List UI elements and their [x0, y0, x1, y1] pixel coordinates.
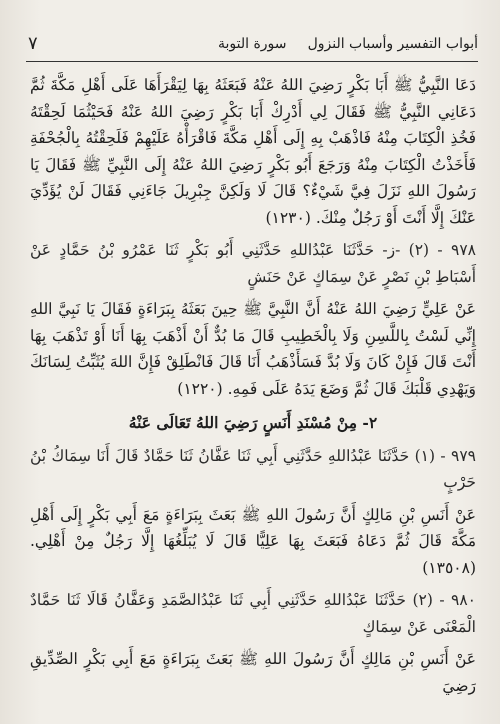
hadith-text: دَعَا النَّبِيُّ ﷺ أَبَا بَكْرٍ رَضِيَ اللهُ عَنْهُ فَبَعَثَهُ بِهَا لِيَقْرَأَهَا عَلَى أَهْلِ مَكَّةَ ثُمَّ دَعَانِي النَّبِيُّ ﷺ فَقَالَ لِي أَدْرِكْ أَبَا بَكْرٍ رَضِيَ اللهُ عَنْهُ فَحَيْثُمَا لَحِقْتَهُ فَخُذِ الْكِتَابَ مِنْهُ فَاذْهَبْ بِهِ إِلَى أَهْلِ مَكَّةَ فَاقْرَأْهُ عَلَيْهِمْ فَلَحِقْتُهُ بِالْجُحْفَةِ فَأَخَذْتُ الْكِتَابَ مِنْهُ وَرَجَعَ أَبُو بَكْرٍ رَضِيَ اللهُ عَنْهُ إِلَى النَّبِيِّ ﷺ فَقَالَ يَا رَسُولَ اللهِ نَزَلَ فِيَّ شَيْءٌ؟ قَالَ لَا وَلَكِنَّ جِبْرِيلَ جَاءَنِي فَقَالَ لَنْ يُؤَدِّيَ عَنْكَ إِلَّا أَنْتَ أَوْ رَجُلٌ مِنْكَ. (١٢٣٠): [30, 76, 476, 227]
hadith-text: عَنْ أَنَسِ بْنِ مَالِكٍ أَنَّ رَسُولَ اللهِ ﷺ بَعَثَ بِبَرَاءَةٍ مَعَ أَبِي بَكْرٍ الصِّدِّيقِ رَضِيَ: [30, 650, 476, 695]
book-title: أبواب التفسير وأسباب النزول: [307, 36, 478, 52]
hadith-text: عَنْ عَلِيٍّ رَضِيَ اللهُ عَنْهُ أَنَّ النَّبِيَّ ﷺ حِينَ بَعَثَهُ بِبَرَاءَةٍ فَقَالَ يَا نَبِيَّ اللهِ إِنِّي لَسْتُ بِاللَّسِنِ وَلَا بِالْخَطِيبِ قَالَ مَا بُدٌّ أَنْ أَذْهَبَ بِهَا أَنَا أَوْ تَذْهَبَ بِهَا أَنْتَ قَالَ فَإِنْ كَانَ وَلَا بُدَّ فَسَأَذْهَبُ أَنَا قَالَ فَانْطَلِقْ فَإِنَّ اللهَ يُثَبِّتُ لِسَانَكَ وَيَهْدِي قَلْبَكَ قَالَ ثُمَّ وَضَعَ يَدَهُ عَلَى فَمِهِ. (١٢٢٠): [30, 300, 476, 398]
page-number: ٧: [28, 33, 38, 54]
running-header: [28, 30, 478, 58]
hadith-chain: ٩٧٩ - (١) حَدَّثَنَا عَبْدُاللهِ حَدَّثَنِي أَبِي ثَنَا عَفَّانُ ثَنَا حَمَّادٌ قَالَ أَنَا سِمَاكُ بْنُ حَرْبٍ: [30, 446, 477, 491]
hadith-chain: ٩٨٠ - (٢) حَدَّثَنَا عَبْدُاللهِ حَدَّثَنِي أَبِي ثَنَا عَبْدُالصَّمَدِ وَعَفَّانُ قَالَا ثَنَا حَمَّادٌ الْمَعْنَى عَنْ سِمَاكٍ: [30, 591, 477, 636]
surah-title: سورة التوبة: [218, 36, 287, 52]
hadith-text: عَنْ أَنَسِ بْنِ مَالِكٍ أَنَّ رَسُولَ اللهِ ﷺ بَعَثَ بِبَرَاءَةٍ مَعَ أَبِي بَكْرٍ إِلَى أَهْلِ مَكَّةَ قَالَ ثُمَّ دَعَاهُ فَبَعَثَ بِهَا عَلِيًّا قَالَ لَا يُبَلِّغُهَا إِلَّا رَجُلٌ مِنْ أَهْلِي. (١٣٥٠٨): [30, 505, 476, 577]
hadith-chain: ٩٧٨ - (٢) -ز- حَدَّثَنَا عَبْدُاللهِ حَدَّثَنِي أَبُو بَكْرٍ ثَنَا عَمْرُو بْنُ حَمَّادٍ عَنْ أَسْبَاطِ بْنِ نَصْرٍ عَنْ سِمَاكٍ عَنْ حَنَشٍ: [30, 241, 477, 286]
header-divider: [26, 61, 478, 62]
section-heading: ٢- مِنْ مُسْنَدِ أَنَسٍ رَضِيَ اللهُ تَعَالَى عَنْهُ: [128, 413, 378, 432]
page-body: [30, 70, 476, 699]
